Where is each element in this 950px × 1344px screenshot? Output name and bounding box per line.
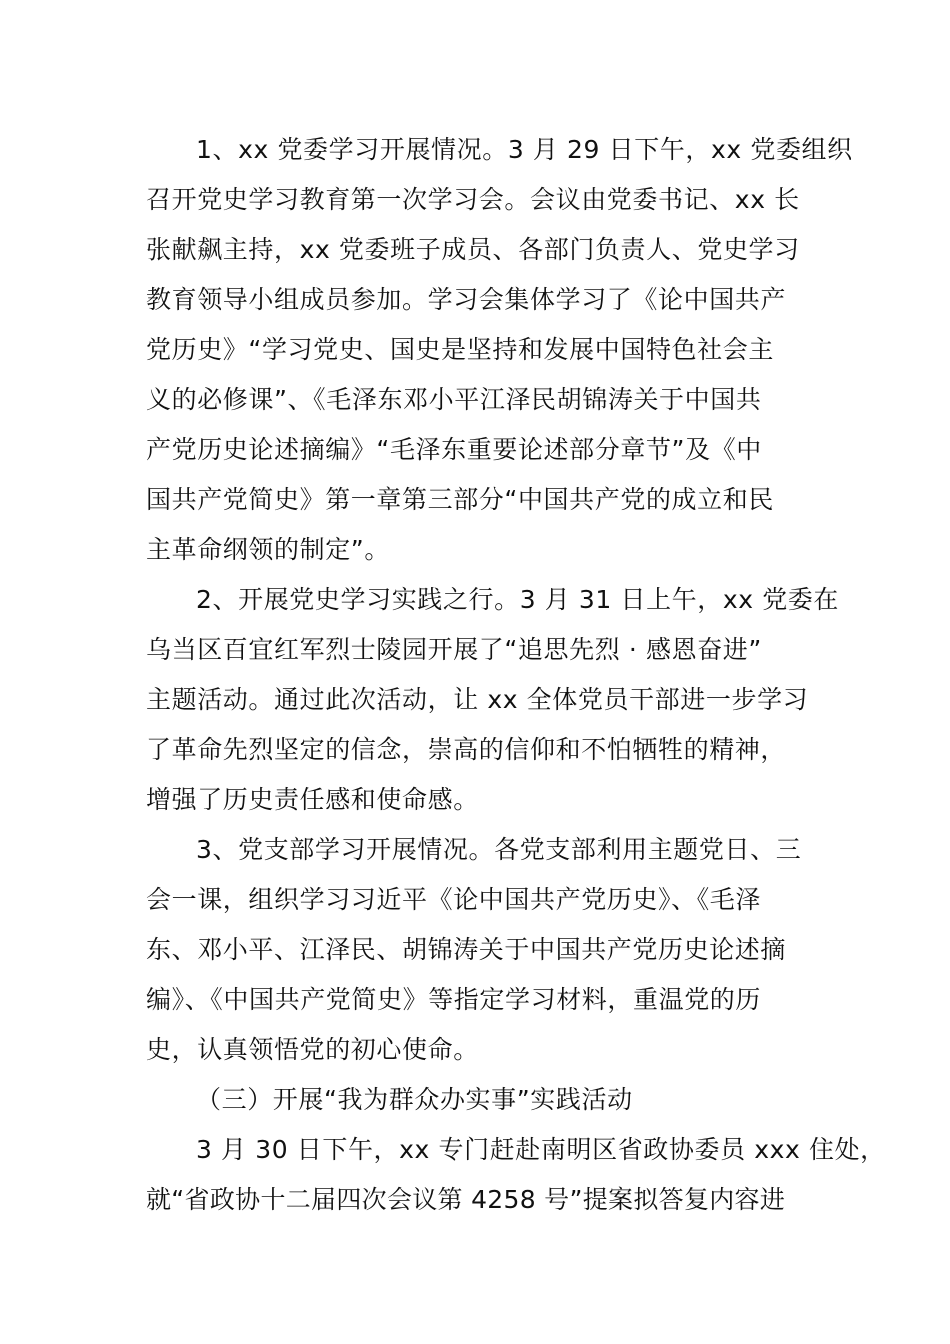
paragraph-1-line-7: 产党历史论述摘编》“毛泽东重要论述部分章节”及《中 — [146, 435, 762, 464]
paragraph-1-line-9: 主革命纲领的制定”。 — [146, 535, 390, 564]
paragraph-2-line-4: 了革命先烈坚定的信念，崇高的信仰和不怕牺牲的精神， — [146, 735, 787, 764]
paragraph-3-line-2: 会一课，组织学习习近平《论中国共产党历史》、《毛泽 — [146, 885, 762, 914]
paragraph-1-line-3: 张献飙主持，xx 党委班子成员、各部门负责人、党史学习 — [146, 235, 800, 264]
section-heading: （三）开展“我为群众办实事”实践活动 — [196, 1085, 633, 1114]
paragraph-3-line-5: 史，认真领悟党的初心使命。 — [146, 1035, 479, 1064]
paragraph-2-line-3: 主题活动。通过此次活动，让 xx 全体党员干部进一步学习 — [146, 685, 809, 714]
paragraph-1-line-5: 党历史》“学习党史、国史是坚持和发展中国特色社会主 — [146, 335, 774, 364]
paragraph-1-line-6: 义的必修课”、《毛泽东邓小平江泽民胡锦涛关于中国共 — [146, 385, 762, 414]
paragraph-4-line-1: 3 月 30 日下午，xx 专门赶赴南明区省政协委员 xxx 住处， — [196, 1135, 886, 1164]
paragraph-1-line-1: 1、xx 党委学习开展情况。3 月 29 日下午，xx 党委组织 — [196, 135, 853, 164]
paragraph-3-line-4: 编》、《中国共产党简史》等指定学习材料，重温党的历 — [146, 985, 762, 1014]
paragraph-2-line-2: 乌当区百宜红军烈士陵园开展了“追思先烈 · 感恩奋进” — [146, 635, 762, 664]
paragraph-2-line-1: 2、开展党史学习实践之行。3 月 31 日上午，xx 党委在 — [196, 585, 840, 614]
paragraph-2-line-5: 增强了历史责任感和使命感。 — [146, 785, 479, 814]
paragraph-3-line-3: 东、邓小平、江泽民、胡锦涛关于中国共产党历史论述摘 — [146, 935, 787, 964]
paragraph-4-line-2: 就“省政协十二届四次会议第 4258 号”提案拟答复内容进 — [146, 1185, 786, 1214]
paragraph-1-line-4: 教育领导小组成员参加。学习会集体学习了《论中国共产 — [146, 285, 787, 314]
paragraph-1-line-2: 召开党史学习教育第一次学习会。会议由党委书记、xx 长 — [146, 185, 800, 214]
paragraph-3-line-1: 3、党支部学习开展情况。各党支部利用主题党日、三 — [196, 835, 802, 864]
paragraph-1-line-8: 国共产党简史》第一章第三部分“中国共产党的成立和民 — [146, 485, 774, 514]
